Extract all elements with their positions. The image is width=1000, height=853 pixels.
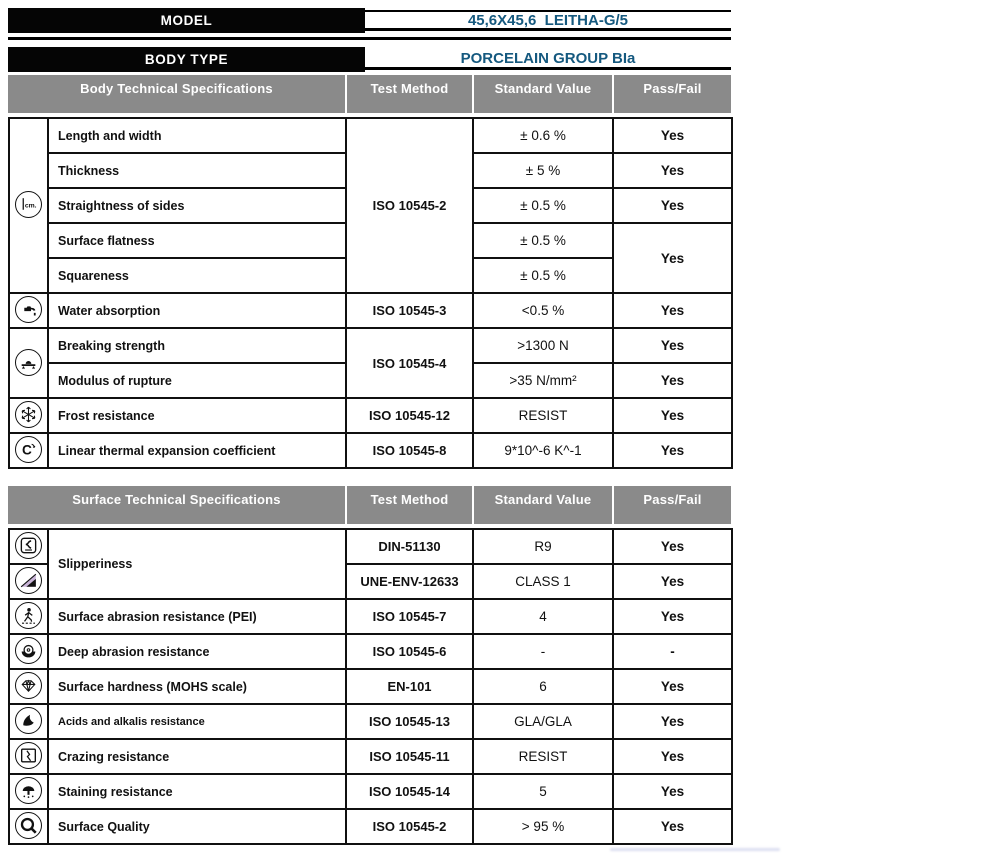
body-type-value: PORCELAIN GROUP BIa (365, 49, 731, 70)
spec-label: Modulus of rupture (48, 363, 346, 398)
test-method: EN-101 (346, 669, 473, 704)
surface-table (8, 528, 733, 845)
standard-value: 5 (473, 774, 613, 809)
test-method: ISO 10545-2 (346, 809, 473, 844)
pass-fail: Yes (613, 328, 732, 363)
spec-label: Surface flatness (48, 223, 346, 258)
pass-fail: Yes (613, 118, 732, 153)
test-method: ISO 10545-7 (346, 599, 473, 634)
pass-fail: Yes (613, 809, 732, 844)
pass-fail: Yes (613, 188, 732, 223)
standard-value: ± 5 % (473, 153, 613, 188)
breaking-strength-icon (15, 349, 42, 376)
table-row (9, 529, 732, 564)
column-pass-fail: Pass/Fail (612, 486, 731, 524)
svg-text:cm.: cm. (24, 202, 37, 210)
header-divider (8, 37, 731, 40)
table-row (9, 293, 732, 328)
column-test-method: Test Method (345, 75, 472, 113)
spec-label: Squareness (48, 258, 346, 293)
standard-value: <0.5 % (473, 293, 613, 328)
body-type-label: BODY TYPE (8, 47, 365, 72)
test-method: ISO 10545-2 (346, 118, 473, 293)
standard-value: GLA/GLA (473, 704, 613, 739)
spec-label: Acids and alkalis resistance (48, 704, 346, 739)
spec-label: Water absorption (48, 293, 346, 328)
table-row (9, 118, 732, 153)
standard-value: ± 0.5 % (473, 223, 613, 258)
body-table (8, 117, 733, 469)
surface-quality-icon (15, 812, 42, 839)
pass-fail: Yes (613, 223, 732, 293)
test-method: ISO 10545-13 (346, 704, 473, 739)
thermal-expansion-icon (15, 436, 42, 463)
staining-icon (15, 777, 42, 804)
model-value: 45,6X45,6 LEITHA-G/5 (365, 10, 731, 31)
standard-value: 9*10^-6 K^-1 (473, 433, 613, 468)
table-row (9, 669, 732, 704)
standard-value: 6 (473, 669, 613, 704)
standard-value: RESIST (473, 398, 613, 433)
spec-label: Breaking strength (48, 328, 346, 363)
standard-value: ± 0.5 % (473, 188, 613, 223)
table-row (9, 739, 732, 774)
slipperiness-ramp-icon (15, 567, 42, 594)
abrasion-pei-icon (15, 602, 42, 629)
spec-sheet (8, 8, 731, 845)
pass-fail: Yes (613, 363, 732, 398)
test-method: ISO 10545-11 (346, 739, 473, 774)
test-method: ISO 10545-4 (346, 328, 473, 398)
test-method: ISO 10545-3 (346, 293, 473, 328)
spec-label: Crazing resistance (48, 739, 346, 774)
deep-abrasion-icon (15, 637, 42, 664)
spec-label: Linear thermal expansion coefficient (48, 433, 346, 468)
pass-fail: Yes (613, 433, 732, 468)
standard-value: >1300 N (473, 328, 613, 363)
test-method: ISO 10545-14 (346, 774, 473, 809)
surface-table-title: Surface Technical Specifications (8, 486, 345, 524)
model-row (8, 8, 731, 33)
column-test-method: Test Method (345, 486, 472, 524)
pass-fail: Yes (613, 669, 732, 704)
table-row (9, 704, 732, 739)
test-method: ISO 10545-8 (346, 433, 473, 468)
standard-value: ± 0.6 % (473, 118, 613, 153)
standard-value: 4 (473, 599, 613, 634)
acids-alkalis-icon (15, 707, 42, 734)
spec-label: Surface hardness (MOHS scale) (48, 669, 346, 704)
standard-value: > 95 % (473, 809, 613, 844)
table-row (9, 809, 732, 844)
water-absorption-icon (15, 296, 42, 323)
table-row (9, 774, 732, 809)
column-pass-fail: Pass/Fail (612, 75, 731, 113)
spec-label: Frost resistance (48, 398, 346, 433)
frost-resistance-icon (15, 401, 42, 428)
svg-text:C: C (21, 442, 32, 458)
pass-fail: Yes (613, 704, 732, 739)
spec-label: Straightness of sides (48, 188, 346, 223)
pass-fail: Yes (613, 564, 732, 599)
spec-label: Thickness (48, 153, 346, 188)
standard-value: >35 N/mm² (473, 363, 613, 398)
surface-table-header (8, 486, 731, 524)
table-row (9, 634, 732, 669)
column-standard-value: Standard Value (472, 75, 612, 113)
pass-fail: Yes (613, 774, 732, 809)
test-method: UNE-ENV-12633 (346, 564, 473, 599)
spec-label: Surface Quality (48, 809, 346, 844)
slipperiness-shoe-icon (15, 532, 42, 559)
standard-value: ± 0.5 % (473, 258, 613, 293)
table-row (9, 328, 732, 363)
table-row (9, 398, 732, 433)
hardness-mohs-icon (15, 672, 42, 699)
pass-fail: Yes (613, 529, 732, 564)
pass-fail: Yes (613, 153, 732, 188)
standard-value: - (473, 634, 613, 669)
test-method: DIN-51130 (346, 529, 473, 564)
body-table-title: Body Technical Specifications (8, 75, 345, 113)
spec-label: Deep abrasion resistance (48, 634, 346, 669)
pass-fail: - (613, 634, 732, 669)
body-table-header (8, 75, 731, 113)
model-label: MODEL (8, 8, 365, 33)
standard-value: R9 (473, 529, 613, 564)
standard-value: CLASS 1 (473, 564, 613, 599)
spec-label: Staining resistance (48, 774, 346, 809)
crazing-icon (15, 742, 42, 769)
spec-label: Length and width (48, 118, 346, 153)
spec-label: Slipperiness (48, 529, 346, 599)
standard-value: RESIST (473, 739, 613, 774)
test-method: ISO 10545-6 (346, 634, 473, 669)
table-row (9, 599, 732, 634)
pass-fail: Yes (613, 398, 732, 433)
test-method: ISO 10545-12 (346, 398, 473, 433)
table-row (9, 433, 732, 468)
dimension-cm-icon (15, 191, 42, 218)
pass-fail: Yes (613, 293, 732, 328)
column-standard-value: Standard Value (472, 486, 612, 524)
page-edge-artifact (610, 848, 780, 851)
body-type-row (8, 47, 731, 72)
pass-fail: Yes (613, 599, 732, 634)
spec-label: Surface abrasion resistance (PEI) (48, 599, 346, 634)
pass-fail: Yes (613, 739, 732, 774)
